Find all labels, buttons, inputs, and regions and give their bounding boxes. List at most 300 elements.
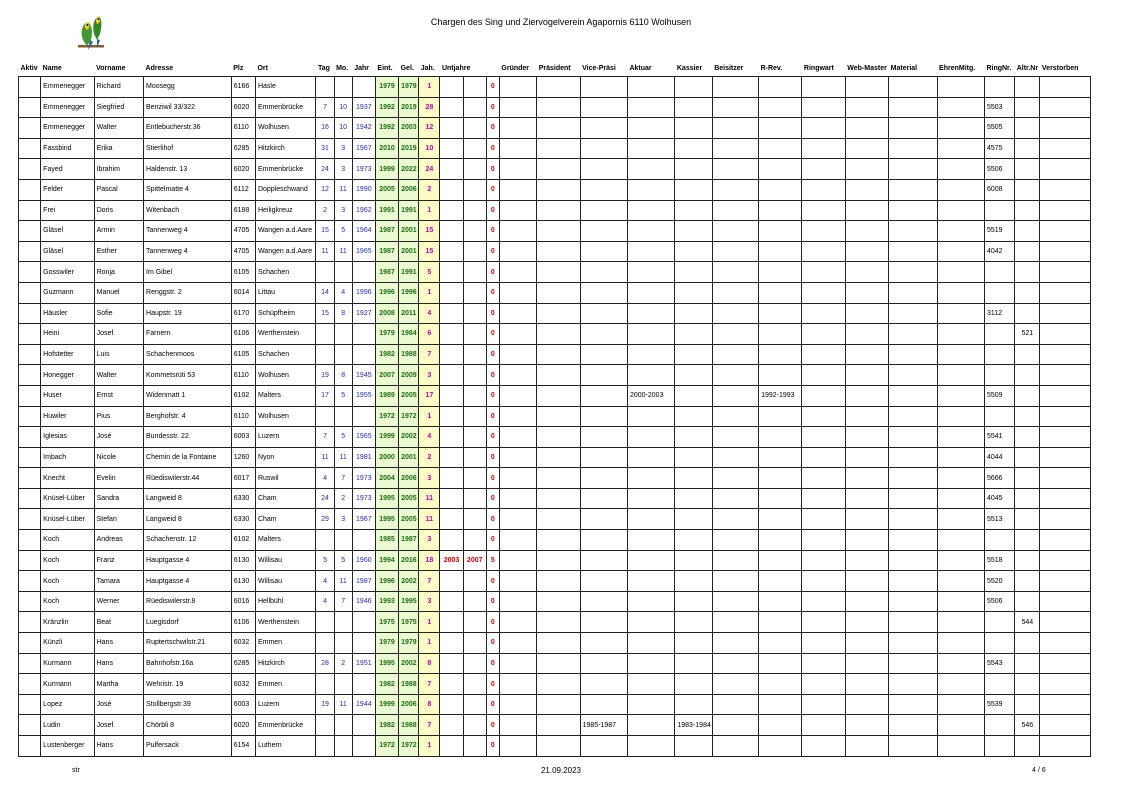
cell-altr: [1015, 138, 1040, 159]
cell-aktuar: [627, 591, 674, 612]
cell-kassier: [675, 406, 712, 427]
cell-kassier: [675, 530, 712, 551]
cell-ort: Schüpfheim: [255, 303, 316, 324]
cell-ehren: [937, 488, 984, 509]
cell-rrev: [759, 488, 802, 509]
cell-mo: 11: [334, 447, 352, 468]
cell-kassier: [675, 77, 712, 98]
cell-mo: 5: [334, 550, 352, 571]
cell-u2: [463, 736, 486, 757]
cell-vice: [580, 179, 627, 200]
column-header: Gründer: [501, 64, 530, 72]
cell-ort: Wangen a.d.Aare: [255, 221, 316, 242]
cell-eint: 2007: [375, 365, 398, 386]
cell-material: [889, 138, 937, 159]
cell-ort: Malters: [255, 530, 316, 551]
cell-gruender: [499, 468, 536, 489]
cell-adresse: Witenbach: [144, 200, 232, 221]
cell-aktuar: [627, 571, 674, 592]
cell-tag: 2: [316, 200, 334, 221]
cell-ringnr: 5666: [984, 468, 1014, 489]
cell-ort: Wolhusen: [255, 365, 316, 386]
cell-gruender: [499, 715, 536, 736]
cell-jahr: 1973: [352, 159, 375, 180]
cell-adresse: Farnern: [144, 324, 232, 345]
cell-u3: 0: [486, 324, 499, 345]
cell-kassier: [675, 488, 712, 509]
cell-vice: [580, 365, 627, 386]
cell-rrev: 1992-1993: [759, 385, 802, 406]
cell-mo: [334, 674, 352, 695]
cell-mo: [334, 530, 352, 551]
cell-ringwart: [802, 221, 845, 242]
cell-kassier: [675, 179, 712, 200]
cell-eint: 1992: [375, 118, 398, 139]
cell-kassier: [675, 97, 712, 118]
cell-vice: [580, 427, 627, 448]
cell-jahr: 1990: [352, 179, 375, 200]
cell-rrev: [759, 530, 802, 551]
cell-material: [889, 468, 937, 489]
cell-adresse: Moosegg: [144, 77, 232, 98]
cell-altr: [1015, 694, 1040, 715]
cell-ringwart: [802, 427, 845, 448]
cell-u3: 0: [486, 530, 499, 551]
cell-verstorben: [1040, 324, 1091, 345]
cell-u3: 0: [486, 138, 499, 159]
cell-praesident: [537, 200, 580, 221]
cell-ringnr: 5505: [984, 118, 1014, 139]
cell-beisitzer: [712, 179, 758, 200]
cell-vorname: Andreas: [94, 530, 143, 551]
cell-jah: 2: [419, 179, 440, 200]
cell-u2: [463, 262, 486, 283]
cell-u2: [463, 694, 486, 715]
cell-vorname: Hans: [94, 736, 143, 757]
cell-material: [889, 97, 937, 118]
cell-plz: 6020: [231, 159, 255, 180]
cell-u1: [440, 530, 463, 551]
cell-name: Guzmann: [41, 282, 94, 303]
cell-plz: 6110: [231, 118, 255, 139]
cell-gruender: [499, 118, 536, 139]
cell-u1: [440, 591, 463, 612]
cell-plz: 6016: [231, 591, 255, 612]
cell-jah: 3: [419, 468, 440, 489]
cell-jah: 12: [419, 118, 440, 139]
cell-adresse: Berghofstr. 4: [144, 406, 232, 427]
cell-beisitzer: [712, 282, 758, 303]
cell-rrev: [759, 550, 802, 571]
cell-u3: 0: [486, 674, 499, 695]
cell-gel: 2005: [399, 509, 419, 530]
column-header: Adresse: [145, 64, 174, 72]
cell-tag: 15: [316, 303, 334, 324]
table-row: [19, 344, 1091, 365]
cell-eint: 1987: [375, 262, 398, 283]
cell-web: [845, 138, 888, 159]
cell-ringnr: 5506: [984, 591, 1014, 612]
cell-eint: 1979: [375, 633, 398, 654]
cell-material: [889, 488, 937, 509]
cell-praesident: [537, 324, 580, 345]
cell-jahr: [352, 612, 375, 633]
cell-beisitzer: [712, 200, 758, 221]
table-row: [19, 77, 1091, 98]
cell-rrev: [759, 736, 802, 757]
cell-praesident: [537, 221, 580, 242]
cell-altr: 544: [1015, 612, 1040, 633]
cell-name: Felder: [41, 179, 94, 200]
cell-ringwart: [802, 509, 845, 530]
cell-aktuar: [627, 221, 674, 242]
cell-aktiv: [19, 97, 41, 118]
cell-vorname: Ronja: [94, 262, 143, 283]
cell-ort: Willisau: [255, 571, 316, 592]
cell-eint: 1972: [375, 406, 398, 427]
cell-ringwart: [802, 241, 845, 262]
cell-rrev: [759, 571, 802, 592]
cell-altr: [1015, 406, 1040, 427]
cell-aktuar: [627, 262, 674, 283]
cell-ehren: [937, 241, 984, 262]
cell-u2: [463, 385, 486, 406]
cell-jahr: 1942: [352, 118, 375, 139]
cell-mo: 5: [334, 427, 352, 448]
cell-ort: Hitzkirch: [255, 653, 316, 674]
cell-altr: [1015, 633, 1040, 654]
cell-ringnr: 4044: [984, 447, 1014, 468]
cell-mo: 11: [334, 241, 352, 262]
cell-plz: 6014: [231, 282, 255, 303]
cell-tag: 11: [316, 241, 334, 262]
cell-u2: 2007: [463, 550, 486, 571]
cell-vice: [580, 385, 627, 406]
cell-gel: 2001: [399, 447, 419, 468]
cell-ringwart: [802, 653, 845, 674]
cell-jahr: 1965: [352, 241, 375, 262]
cell-vice: [580, 324, 627, 345]
column-header: Altr.Nr: [1016, 64, 1039, 72]
cell-rrev: [759, 427, 802, 448]
cell-beisitzer: [712, 344, 758, 365]
table-row: [19, 591, 1091, 612]
cell-aktuar: [627, 97, 674, 118]
cell-praesident: [537, 385, 580, 406]
cell-aktiv: [19, 241, 41, 262]
cell-u1: [440, 77, 463, 98]
table-body: [19, 77, 1091, 757]
cell-vorname: Walter: [94, 365, 143, 386]
cell-vorname: José: [94, 427, 143, 448]
cell-jah: 7: [419, 571, 440, 592]
cell-eint: 1995: [375, 509, 398, 530]
cell-kassier: [675, 262, 712, 283]
cell-material: [889, 262, 937, 283]
cell-praesident: [537, 715, 580, 736]
cell-material: [889, 591, 937, 612]
cell-name: Knüsel-Lüber: [41, 488, 94, 509]
cell-beisitzer: [712, 447, 758, 468]
cell-beisitzer: [712, 694, 758, 715]
cell-plz: 4705: [231, 241, 255, 262]
cell-name: Gläsel: [41, 241, 94, 262]
cell-u3: 0: [486, 241, 499, 262]
cell-ehren: [937, 550, 984, 571]
cell-u1: [440, 612, 463, 633]
cell-aktuar: [627, 612, 674, 633]
cell-vice: 1985-1987: [580, 715, 627, 736]
cell-material: [889, 715, 937, 736]
cell-vorname: Martha: [94, 674, 143, 695]
cell-rrev: [759, 303, 802, 324]
table-row: [19, 324, 1091, 345]
cell-eint: 2000: [375, 447, 398, 468]
cell-u3: 0: [486, 694, 499, 715]
cell-praesident: [537, 530, 580, 551]
column-header: Ringwart: [803, 64, 834, 72]
cell-rrev: [759, 324, 802, 345]
cell-jah: 1: [419, 77, 440, 98]
cell-plz: 6106: [231, 612, 255, 633]
cell-ringnr: [984, 674, 1014, 695]
cell-eint: 1982: [375, 715, 398, 736]
cell-vice: [580, 118, 627, 139]
cell-kassier: [675, 221, 712, 242]
cell-plz: 6020: [231, 715, 255, 736]
cell-u2: [463, 179, 486, 200]
cell-praesident: [537, 591, 580, 612]
cell-vorname: Pius: [94, 406, 143, 427]
cell-vice: [580, 736, 627, 757]
cell-name: Gosswiler: [41, 262, 94, 283]
cell-gruender: [499, 694, 536, 715]
cell-beisitzer: [712, 591, 758, 612]
cell-verstorben: [1040, 221, 1091, 242]
cell-u1: [440, 468, 463, 489]
cell-altr: [1015, 262, 1040, 283]
cell-gruender: [499, 77, 536, 98]
cell-gel: 1984: [399, 324, 419, 345]
cell-plz: 6020: [231, 97, 255, 118]
cell-eint: 1989: [375, 385, 398, 406]
cell-rrev: [759, 674, 802, 695]
document-title: Chargen des Sing und Ziervogelverein Agapornis 6110 Wolhusen: [430, 17, 692, 27]
cell-tag: 31: [316, 138, 334, 159]
cell-aktiv: [19, 179, 41, 200]
cell-altr: [1015, 530, 1040, 551]
cell-vorname: Nicole: [94, 447, 143, 468]
cell-praesident: [537, 179, 580, 200]
cell-praesident: [537, 406, 580, 427]
cell-jahr: [352, 530, 375, 551]
cell-jah: 18: [419, 550, 440, 571]
cell-kassier: [675, 447, 712, 468]
cell-tag: 12: [316, 179, 334, 200]
cell-rrev: [759, 179, 802, 200]
cell-vice: [580, 447, 627, 468]
cell-u1: [440, 447, 463, 468]
cell-u2: [463, 447, 486, 468]
cell-tag: 16: [316, 118, 334, 139]
cell-name: Emmenegger: [41, 77, 94, 98]
cell-aktiv: [19, 385, 41, 406]
cell-plz: 6285: [231, 653, 255, 674]
cell-beisitzer: [712, 633, 758, 654]
cell-altr: [1015, 303, 1040, 324]
cell-plz: 6170: [231, 303, 255, 324]
cell-mo: 7: [334, 468, 352, 489]
cell-u3: 0: [486, 488, 499, 509]
cell-vice: [580, 571, 627, 592]
cell-jahr: 1945: [352, 365, 375, 386]
cell-material: [889, 77, 937, 98]
table-row: [19, 138, 1091, 159]
footer-date: 21.09.2023: [540, 766, 582, 775]
cell-rrev: [759, 221, 802, 242]
cell-gruender: [499, 530, 536, 551]
cell-vorname: Evelin: [94, 468, 143, 489]
cell-eint: 1979: [375, 324, 398, 345]
cell-mo: 10: [334, 118, 352, 139]
cell-jahr: 1955: [352, 385, 375, 406]
cell-ort: Wolhusen: [255, 406, 316, 427]
cell-adresse: Pulfersack: [144, 736, 232, 757]
cell-material: [889, 674, 937, 695]
cell-altr: [1015, 653, 1040, 674]
cell-verstorben: [1040, 447, 1091, 468]
cell-vorname: Manuel: [94, 282, 143, 303]
cell-aktiv: [19, 674, 41, 695]
cell-name: Huwiler: [41, 406, 94, 427]
cell-ehren: [937, 447, 984, 468]
cell-ort: Luzern: [255, 694, 316, 715]
cell-vorname: Hans: [94, 653, 143, 674]
cell-web: [845, 324, 888, 345]
column-header: RingNr.: [986, 64, 1012, 72]
cell-beisitzer: [712, 488, 758, 509]
cell-vice: [580, 406, 627, 427]
cell-u2: [463, 530, 486, 551]
table-row: [19, 736, 1091, 757]
cell-aktiv: [19, 406, 41, 427]
cell-ort: Werthenstein: [255, 612, 316, 633]
cell-name: Frei: [41, 200, 94, 221]
cell-gel: 2019: [399, 138, 419, 159]
cell-gel: 2006: [399, 468, 419, 489]
cell-jahr: 1937: [352, 97, 375, 118]
cell-gel: 2001: [399, 241, 419, 262]
cell-jahr: 1965: [352, 427, 375, 448]
cell-u2: [463, 365, 486, 386]
cell-name: Hofstetter: [41, 344, 94, 365]
cell-u3: 0: [486, 179, 499, 200]
cell-ehren: [937, 715, 984, 736]
cell-beisitzer: [712, 221, 758, 242]
cell-aktuar: [627, 488, 674, 509]
cell-web: [845, 221, 888, 242]
cell-adresse: Langweid 8: [144, 488, 232, 509]
cell-aktiv: [19, 736, 41, 757]
cell-praesident: [537, 159, 580, 180]
cell-u2: [463, 633, 486, 654]
table-row: [19, 365, 1091, 386]
cell-ehren: [937, 571, 984, 592]
cell-praesident: [537, 571, 580, 592]
cell-gruender: [499, 571, 536, 592]
cell-web: [845, 262, 888, 283]
cell-gruender: [499, 97, 536, 118]
cell-praesident: [537, 509, 580, 530]
cell-web: [845, 447, 888, 468]
cell-praesident: [537, 262, 580, 283]
cell-aktuar: [627, 715, 674, 736]
cell-u2: [463, 221, 486, 242]
cell-u3: 0: [486, 406, 499, 427]
cell-u1: [440, 633, 463, 654]
cell-vice: [580, 97, 627, 118]
cell-gel: 2005: [399, 385, 419, 406]
cell-vorname: Richard: [94, 77, 143, 98]
cell-jahr: [352, 674, 375, 695]
cell-name: Kurmann: [41, 653, 94, 674]
cell-u2: [463, 241, 486, 262]
cell-gel: 2002: [399, 571, 419, 592]
cell-ringnr: [984, 736, 1014, 757]
cell-plz: 6330: [231, 488, 255, 509]
cell-tag: [316, 262, 334, 283]
cell-ehren: [937, 406, 984, 427]
cell-web: [845, 282, 888, 303]
cell-u2: [463, 138, 486, 159]
cell-beisitzer: [712, 138, 758, 159]
cell-jah: 10: [419, 138, 440, 159]
cell-vice: [580, 509, 627, 530]
column-header: Tag: [317, 64, 330, 72]
cell-name: Häusler: [41, 303, 94, 324]
cell-aktiv: [19, 715, 41, 736]
cell-ringwart: [802, 179, 845, 200]
cell-web: [845, 715, 888, 736]
column-header: [486, 60, 499, 77]
cell-gruender: [499, 138, 536, 159]
cell-ringnr: 5513: [984, 509, 1014, 530]
cell-praesident: [537, 303, 580, 324]
cell-beisitzer: [712, 736, 758, 757]
cell-u2: [463, 488, 486, 509]
cell-tag: 4: [316, 591, 334, 612]
cell-jah: 1: [419, 736, 440, 757]
cell-jahr: 1960: [352, 550, 375, 571]
cell-plz: 6188: [231, 200, 255, 221]
cell-tag: [316, 736, 334, 757]
cell-u3: 0: [486, 591, 499, 612]
cell-verstorben: [1040, 633, 1091, 654]
cell-name: Kurmann: [41, 674, 94, 695]
cell-ort: Wolhusen: [255, 118, 316, 139]
cell-ehren: [937, 509, 984, 530]
cell-jah: 1: [419, 406, 440, 427]
cell-beisitzer: [712, 77, 758, 98]
cell-ehren: [937, 736, 984, 757]
cell-jah: 15: [419, 241, 440, 262]
cell-mo: [334, 406, 352, 427]
cell-ort: Werthenstein: [255, 324, 316, 345]
cell-adresse: Luegisdorf: [144, 612, 232, 633]
cell-aktuar: [627, 550, 674, 571]
cell-plz: 6032: [231, 674, 255, 695]
cell-plz: 6154: [231, 736, 255, 757]
